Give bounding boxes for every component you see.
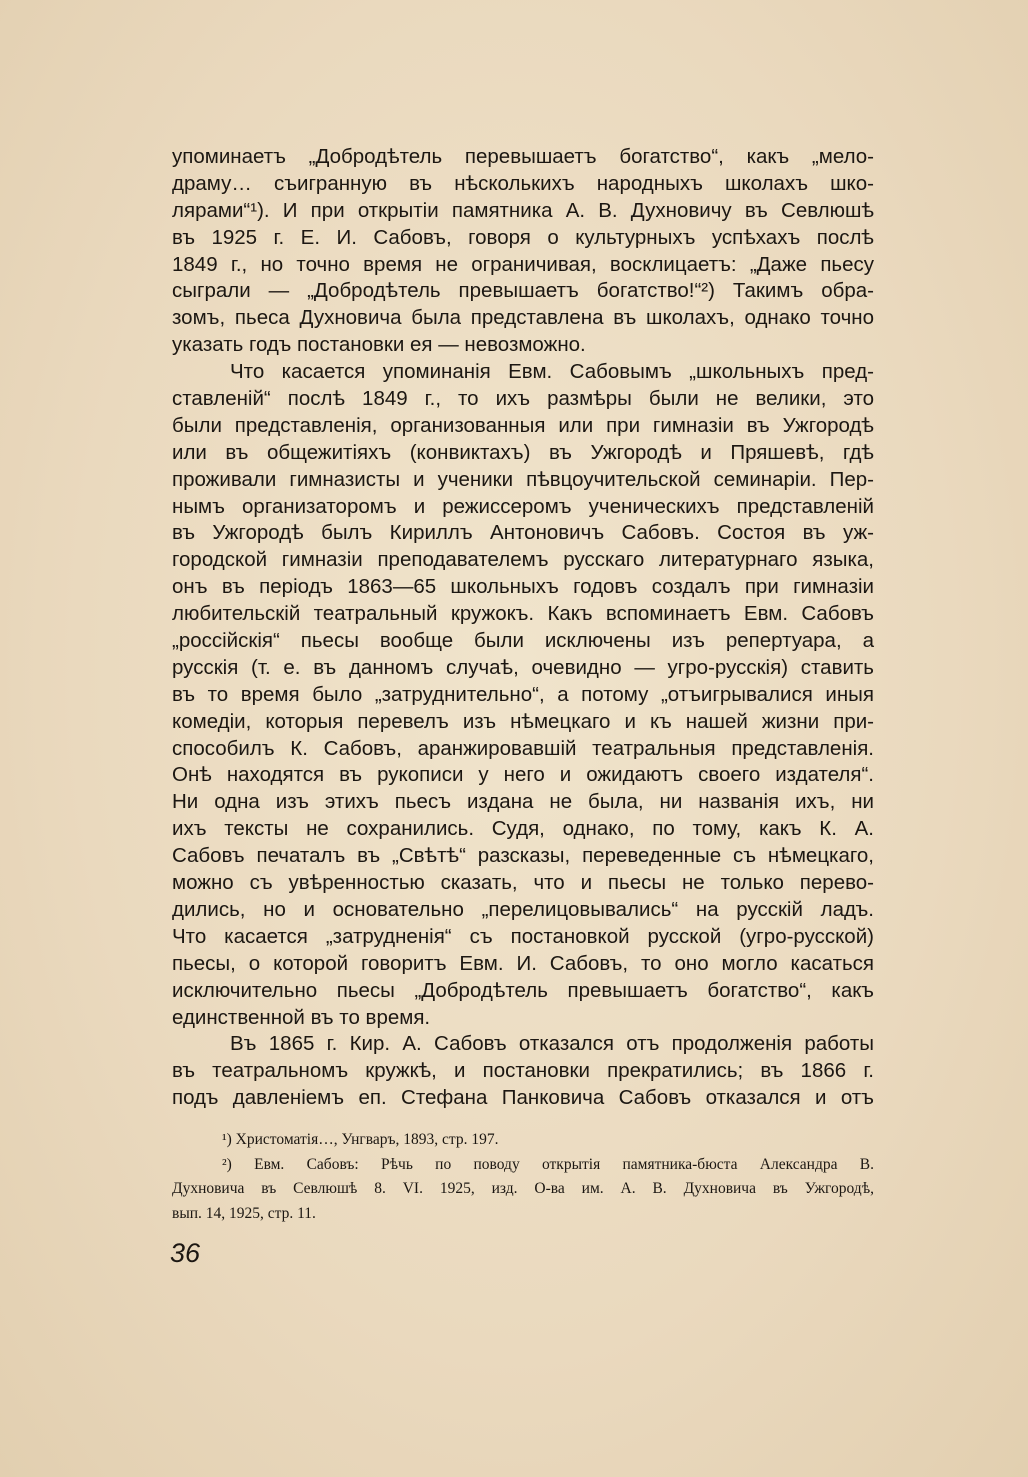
body-line: были представленія, организованныя или при гимназіи въ Ужгородѣ [172, 413, 874, 437]
body-line: комедіи, которыя перевелъ изъ нѣмецкаго и къ нашей жизни при- [172, 709, 874, 733]
body-line: можно съ увѣренностью сказать, что и пьесы не только перево- [172, 871, 874, 895]
body-line: исключительно пьесы „Добродѣтель превышаетъ богатство“, какъ [172, 978, 874, 1002]
body-line: Сабовъ печаталъ въ „Свѣтѣ“ разсказы, переведенные съ нѣмецкаго, [172, 844, 874, 868]
body-line: въ 1925 г. Е. И. Сабовъ, говоря о культурныхъ успѣхахъ послѣ [172, 225, 874, 249]
body-line: зомъ, пьеса Духновича была представлена въ школахъ, однако точно [172, 306, 874, 330]
body-line: нымъ организаторомъ и режиссеромъ ученическихъ представленій [172, 494, 874, 518]
body-line: проживали гимназисты и ученики пѣвцоучительской семинаріи. Пер- [172, 467, 874, 491]
body-line: способилъ К. Сабовъ, аранжировавшій театральныя представленія. [172, 736, 874, 760]
body-text [172, 144, 874, 1112]
body-line: Что касается упоминанія Евм. Сабовымъ „школьныхъ пред- [230, 360, 874, 384]
body-line: въ театральномъ кружкѣ, и постановки прекратились; въ 1866 г. [172, 1059, 874, 1083]
body-line: или въ общежитіяхъ (конвиктахъ) въ Ужгородѣ и Пряшевѣ, гдѣ [172, 440, 874, 464]
footnote-line: ²) Евм. Сабовъ: Рѣчь по поводу открытія памятника-бюста Александра В. [222, 1155, 874, 1173]
body-line: указать годъ постановки ея — невозможно. [172, 333, 586, 357]
body-line: Онѣ находятся въ рукописи у него и ожидаютъ своего издателя“. [172, 763, 874, 787]
body-line: пьесы, о которой говоритъ Евм. И. Сабовъ, то оно могло касаться [172, 951, 874, 975]
body-line: Въ 1865 г. Кир. А. Сабовъ отказался отъ продолженія работы [230, 1032, 874, 1056]
body-line: драму… съигранную въ нѣсколькихъ народныхъ школахъ шко- [172, 171, 874, 195]
body-line: Что касается „затрудненія“ съ постановкой русской (угро-русской) [172, 924, 874, 948]
body-line: упоминаетъ „Добродѣтель перевышаетъ богатство“, какъ „мело- [172, 145, 874, 168]
body-line: лярами“¹). И при открытіи памятника А. В. Духновичу въ Севлюшѣ [172, 198, 874, 222]
body-line: сыграли — „Добродѣтель превышаетъ богатство!“²) Такимъ обра- [172, 279, 874, 303]
body-line: единственной въ то время. [172, 1005, 431, 1029]
body-line: въ Ужгородѣ былъ Кириллъ Антоновичъ Сабовъ. Состоя въ уж- [172, 521, 874, 545]
body-line: ихъ тексты не сохранились. Судя, однако, по тому, какъ К. А. [172, 817, 874, 841]
footnote-line: вып. 14, 1925, стр. 11. [172, 1204, 316, 1222]
body-line: 1849 г., но точно время не ограничивая, восклицаетъ: „Даже пьесу [172, 252, 874, 276]
footnote-line: Духновича въ Севлюшѣ 8. VI. 1925, изд. О-ва им. А. В. Духновича въ Ужгородѣ, [172, 1180, 874, 1197]
footnote-line: ¹) Христоматія…, Унгваръ, 1893, стр. 197. [222, 1131, 499, 1148]
body-line: городской гимназіи преподавателемъ русскаго литературнаго языка, [172, 548, 874, 572]
body-line: русскія (т. е. въ данномъ случаѣ, очевидно — угро-русскія) ставить [172, 655, 874, 679]
body-line: ставленій“ послѣ 1849 г., то ихъ размѣры были не велики, это [172, 387, 874, 411]
body-line: дились, но и основательно „перелицовывались“ на русскій ладъ. [172, 897, 874, 921]
body-line: онъ въ періодъ 1863—65 школьныхъ годовъ создалъ при гимназіи [172, 575, 874, 599]
page-number: 36 [170, 1238, 201, 1268]
body-line: „россійскія“ пьесы вообще были исключены изъ репертуара, а [172, 629, 874, 653]
footnotes [172, 1128, 874, 1226]
body-line: любительскій театральный кружокъ. Какъ вспоминаетъ Евм. Сабовъ [172, 602, 874, 626]
body-line: въ то время было „затруднительно“, а потому „отъигрывалися иныя [172, 682, 874, 706]
body-line: Ни одна изъ этихъ пьесъ издана не была, ни названія ихъ, ни [172, 790, 874, 814]
body-line: подъ давленіемъ еп. Стефана Панковича Сабовъ отказался и отъ [172, 1086, 874, 1110]
